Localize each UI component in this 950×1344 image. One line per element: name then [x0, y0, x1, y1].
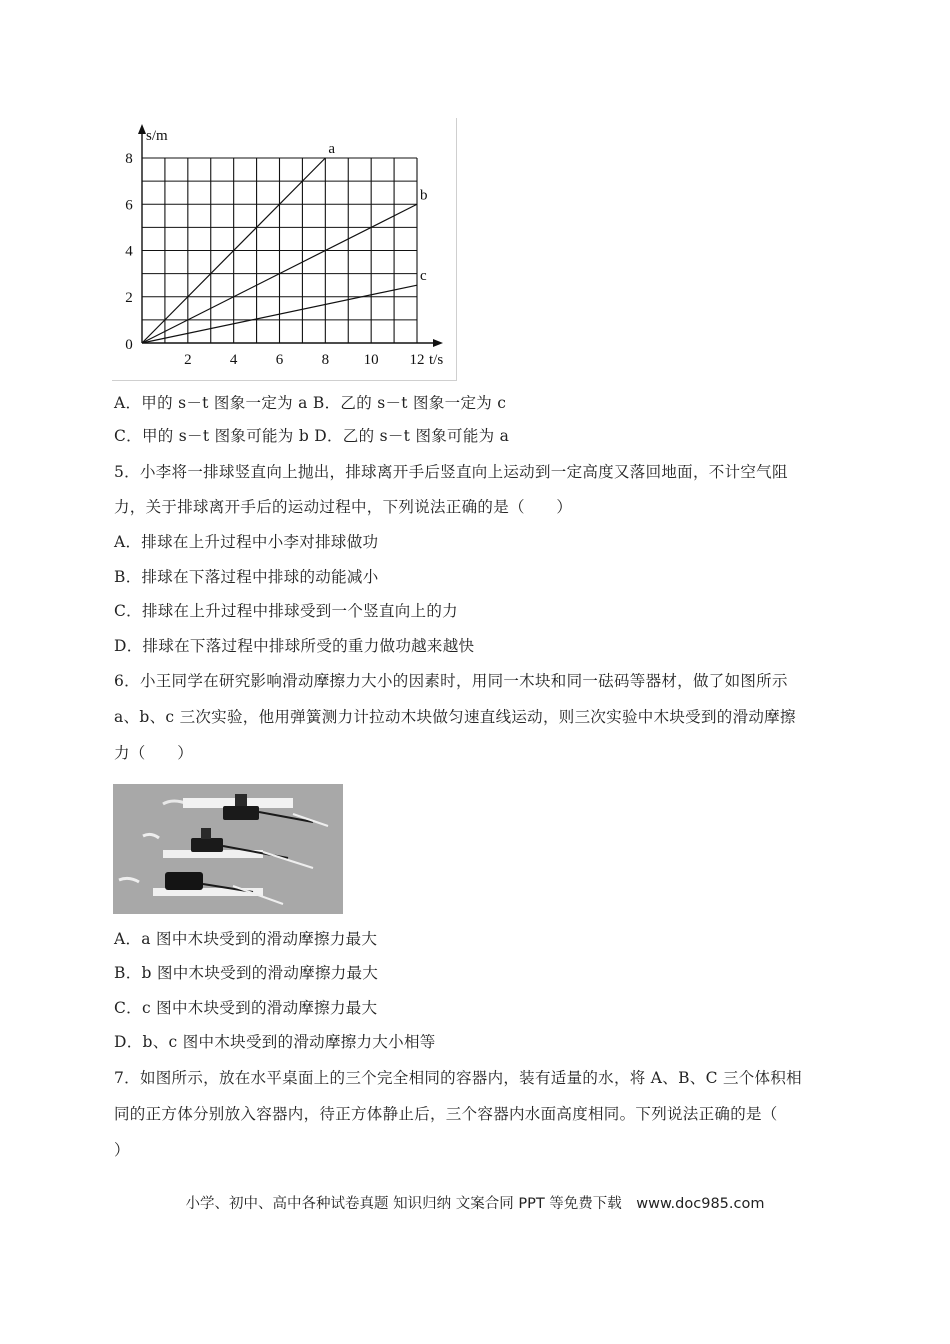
y-axis-label: s/m: [146, 128, 168, 144]
q6-option-c: C．c 图中木块受到的滑动摩擦力最大: [114, 999, 378, 1017]
series-label-c: c: [420, 268, 427, 285]
series-label-b: b: [420, 187, 428, 204]
x-tick-label: 4: [229, 352, 238, 368]
q6-stem-line-2: a、b、c 三次实验，他用弹簧测力计拉动木块做匀速直线运动，则三次实验中木块受到的滑动摩擦: [114, 708, 796, 726]
q6-option-a: A．a 图中木块受到的滑动摩擦力最大: [114, 930, 378, 948]
q4-option-ab: A．甲的 s－t 图象一定为 a B．乙的 s－t 图象一定为 c: [114, 394, 507, 412]
q5-stem-line-2: 力，关于排球离开手后的运动过程中，下列说法正确的是（ ）: [114, 498, 573, 516]
x-axis-label: t/s: [429, 352, 444, 368]
page-footer: 小学、初中、高中各种试卷真题 知识归纳 文案合同 PPT 等免费下载 www.doc985.com: [185, 1196, 765, 1212]
q6-stem-line-3: 力（ ）: [114, 744, 194, 762]
y-tick-label: 2: [125, 289, 133, 306]
y-tick-label: 8: [125, 151, 133, 167]
q5-option-a: A．排球在上升过程中小李对排球做功: [114, 533, 379, 551]
y-tick-label: 6: [125, 197, 133, 214]
q6-option-b: B．b 图中木块受到的滑动摩擦力最大: [114, 964, 379, 982]
x-tick-label: 12: [409, 352, 425, 368]
x-axis-arrow: [433, 339, 443, 347]
x-tick-label: 6: [275, 352, 284, 368]
st-graph-figure: [112, 118, 457, 381]
q5-option-b: B．排球在下落过程中排球的动能减小: [114, 568, 379, 586]
q7-stem-line-3: ）: [114, 1141, 130, 1159]
q5-option-c: C．排球在上升过程中排球受到一个竖直向上的力: [114, 602, 458, 620]
origin-label: 0: [125, 337, 133, 353]
q7-stem-line-1: 7．如图所示，放在水平桌面上的三个完全相同的容器内，装有适量的水，将 A、B、C 三个体积相: [114, 1069, 802, 1087]
series-label-a: a: [328, 141, 336, 157]
st-chart: [112, 118, 456, 380]
q5-stem-line-1: 5．小李将一排球竖直向上抛出，排球离开手后竖直向上运动到一定高度又落回地面，不计空气阻: [114, 463, 788, 481]
x-tick-label: 10: [363, 352, 379, 368]
q4-option-cd: C．甲的 s－t 图象可能为 b D．乙的 s－t 图象可能为 a: [114, 427, 510, 445]
q6-stem-line-1: 6．小王同学在研究影响滑动摩擦力大小的因素时，用同一木块和同一砝码等器材，做了如图所示: [114, 672, 788, 690]
x-tick-label: 2: [184, 352, 192, 368]
friction-experiment-photo: [113, 784, 343, 914]
q6-option-d: D．b、c 图中木块受到的滑动摩擦力大小相等: [114, 1033, 436, 1051]
q5-option-d: D．排球在下落过程中排球所受的重力做功越来越快: [114, 637, 475, 655]
q7-stem-line-2: 同的正方体分别放入容器内，待正方体静止后，三个容器内水面高度相同。下列说法正确的是（: [114, 1105, 778, 1123]
y-axis-arrow: [138, 124, 146, 134]
y-tick-label: 4: [125, 243, 133, 260]
x-tick-label: 8: [321, 352, 330, 368]
